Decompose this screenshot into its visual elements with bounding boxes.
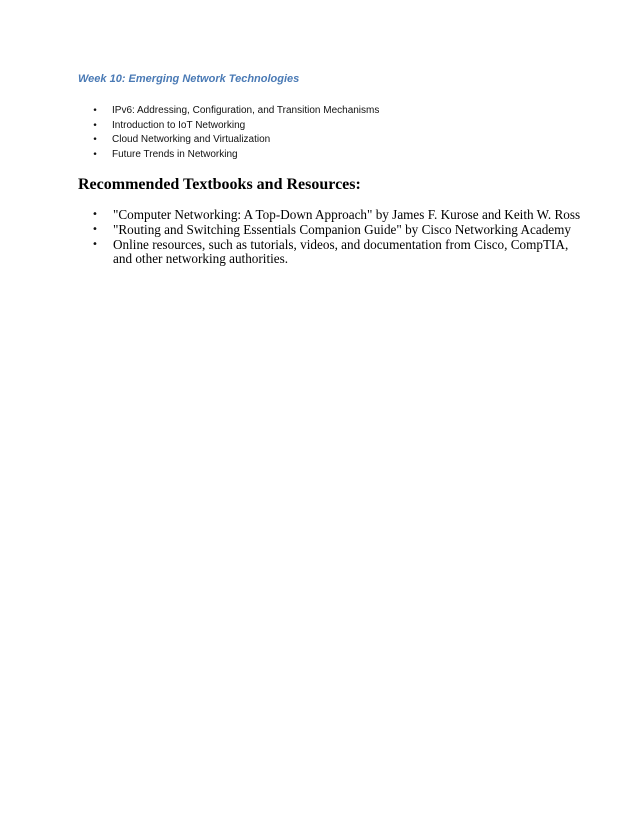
bullet-icon: • — [92, 135, 98, 145]
week-10-topic-list — [90, 104, 379, 162]
bullet-icon: • — [92, 209, 98, 220]
topic-text: IPv6: Addressing, Configuration, and Transition Mechanisms — [112, 105, 380, 116]
topic-text: Future Trends in Networking — [112, 148, 238, 160]
resource-text: Online resources, such as tutorials, videos, and documentation from Cisco, CompTIA, and other networking authorities. — [113, 236, 569, 267]
resource-text: "Routing and Switching Essentials Companion Guide" by Cisco Networking Academy — [113, 221, 571, 237]
list-item — [90, 238, 590, 268]
bullet-icon: • — [92, 120, 98, 131]
list-item — [90, 104, 379, 119]
bullet-icon: • — [92, 238, 98, 250]
topic-text: Cloud Networking and Virtualization — [112, 134, 271, 145]
bullet-icon: • — [92, 223, 98, 235]
list-item — [90, 119, 379, 134]
resource-text: "Computer Networking: A Top-Down Approach" by James F. Kurose and Keith W. Ross — [113, 207, 581, 222]
list-item — [90, 148, 379, 163]
list-item — [90, 133, 379, 148]
list-item — [90, 223, 590, 238]
resources-list — [90, 208, 590, 267]
topic-text: Introduction to IoT Networking — [112, 119, 246, 131]
week-10-heading: Week 10: Emerging Network Technologies — [78, 73, 300, 85]
bullet-icon: • — [92, 106, 98, 116]
list-item — [90, 208, 590, 223]
bullet-icon: • — [92, 149, 98, 160]
resources-heading: Recommended Textbooks and Resources: — [78, 176, 361, 193]
